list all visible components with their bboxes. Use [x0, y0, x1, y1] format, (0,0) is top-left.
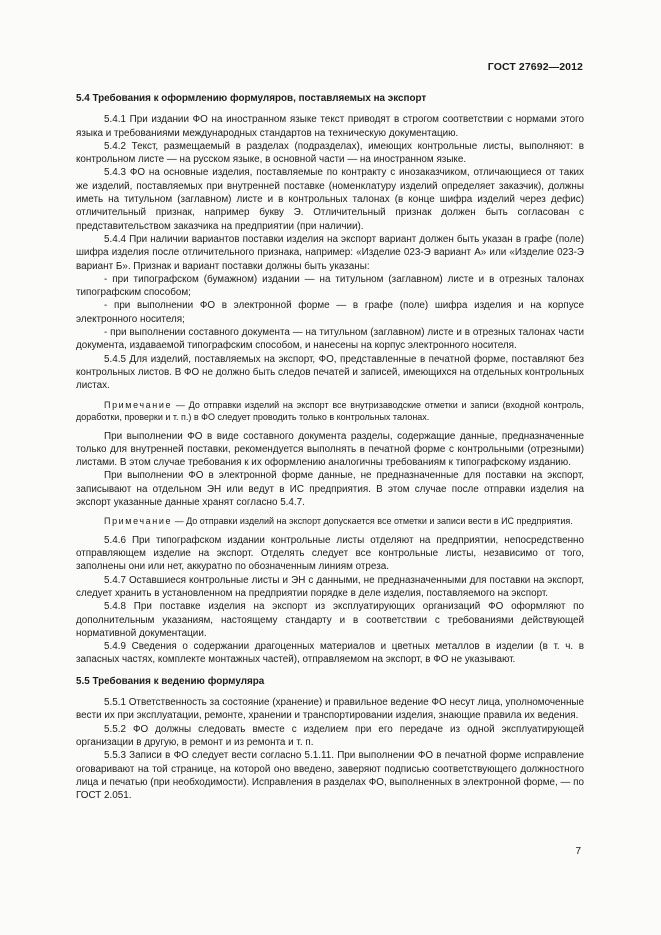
section-5-4-title: 5.4 Требования к оформлению формуляров, поставляемых на экспорт	[76, 93, 427, 104]
list-item: - при выполнении ФО в электронной форме — в графе (поле) шифра изделия и на корпусе электронного носителя;	[76, 300, 584, 325]
paragraph-electronic-form: При выполнении ФО в электронной форме данные, не предназначенные для поставки на экспорт, записывают на отдельном ЭН или ведут в ИС предприятия. В этом случае после отправки изделия на экспорт указанные данные хранят согласно 5.4.7.	[76, 470, 584, 509]
paragraph-5-4-2: 5.4.2 Текст, размещаемый в разделах (подразделах), имеющих контрольные листы, выполняют: в контрольном листе — на русском языке, в основной части — на иностранном языке.	[76, 140, 584, 166]
note-1	[76, 399, 584, 424]
list-item: - при типографском (бумажном) издании — на титульном (заглавном) листе и в отрезных талонах типографским способом;	[76, 273, 584, 299]
paragraph-5-5-1: 5.5.1 Ответственность за состояние (хранение) и правильное ведение ФО несут лица, уполномоченные вести их при эксплуатации, ремонте, хранении и транспортировании изделия, знающие правила их ведения.	[76, 697, 584, 722]
note-label: Примечание	[104, 399, 173, 410]
page-number: 7	[575, 846, 581, 857]
paragraph-5-4-9: 5.4.9 Сведения о содержании драгоценных материалов и цветных металлов в изделии (в т. ч. в запасных частях, комплекте монтажных частей), отправляемом на экспорт, в ФО не указывают.	[76, 641, 584, 666]
section-5-5-title: 5.5 Требования к ведению формуляра	[76, 675, 265, 687]
note-2	[76, 515, 584, 528]
paragraph-5-4-7: 5.4.7 Оставшиеся контрольные листы и ЭН с данными, не предназначенными для поставки на экспорт, следует хранить в установленном на предприятии порядке в деле изделия, поставляемого на экспорт.	[76, 574, 584, 599]
paragraph-5-4-5: 5.4.5 Для изделий, поставляемых на экспорт, ФО, представленные в печатной форме, поставляют без контрольных листов. В ФО не должно быть следов печатей и записей, имеющихся на отдельных контрольных листах.	[76, 353, 584, 392]
paragraph-composite-doc: При выполнении ФО в виде составного документа разделы, содержащие данные, предназначенные только для внутренней поставки, рекомендуется выполнять в печатной форме с контрольными (отрезными) листами. В этом случае требования к их оформлению аналогичны требованиям к типографскому изданию.	[76, 430, 584, 469]
paragraph-5-5-3: 5.5.3 Записи в ФО следует вести согласно 5.1.11. При выполнении ФО в печатной форме исправление оговаривают на той странице, на которой оно введено, заверяют подписью соответствующего должностного лица и печатью (при необходимости). Исправления в разделах ФО, выполненных в электронной форме, — по ГОСТ 2.051.	[76, 750, 584, 802]
page-content	[76, 92, 584, 802]
paragraph-5-4-8: 5.4.8 При поставке изделия на экспорт из эксплуатирующих организаций ФО оформляют по дополнительным указаниям, настоящему стандарту и в соответствии с требованиями действующей нормативной документации.	[76, 601, 584, 639]
note-text: — До отправки изделий на экспорт все внутризаводские отметки и записи (входной контроль, доработки, проверки и т. п.) в ФО следует проводить только в контрольных талонах.	[76, 399, 584, 423]
paragraph-5-4-6: 5.4.6 При типографском издании контрольные листы отделяют на предприятии, непосредственно отправляющем изделие на экспорт. Отделять следует все контрольные листы, независимо от того, заполнены они или нет, аккуратно по обозначенным линиям отреза.	[76, 534, 584, 573]
paragraph-5-4-1: 5.4.1 При издании ФО на иностранном языке текст приводят в строгом соответствии с нормами этого языка и требованиями международных стандартов на техническую документацию.	[76, 114, 584, 139]
paragraph-5-4-3: 5.4.3 ФО на основные изделия, поставляемые по контракту с инозаказчиком, отличающиеся от таких же изделий, поставляемых при внутренней поставке (номенклатуру изделий определяет заказчик), должны иметь на титульном (заглавном) листе и в контрольных талонах (в конце шифра изделий через дефис) отличительный признак, например букву Э. Отличительный признак должен быть согласован с представительством заказчика на предприятии (при наличии).	[76, 167, 584, 232]
list-item: - при выполнении составного документа — на титульном (заглавном) листе и в отрезных талонах части документа, издаваемой типографским способом, и нанесены на корпус электронного носителя.	[76, 327, 584, 352]
note-label: Примечание	[104, 516, 173, 527]
paragraph-5-5-2: 5.5.2 ФО должны следовать вместе с изделием при его передаче из одной эксплуатирующей организации в другую, в ремонт и из ремонта и т. п.	[76, 723, 584, 748]
note-text: — До отправки изделий на экспорт допускается все отметки и записи вести в ИС предприятия.	[172, 516, 573, 527]
document-code: ГОСТ 27692—2012	[487, 61, 583, 73]
paragraph-5-4-4: 5.4.4 При наличии вариантов поставки изделия на экспорт вариант должен быть указан в графе (поле) шифра изделия после отличительного признака, например: «Изделие 023-Э вариант А» или «Изделие 023-Э вариант Б». Признак и вариант поставки должны быть указаны:	[76, 233, 584, 272]
